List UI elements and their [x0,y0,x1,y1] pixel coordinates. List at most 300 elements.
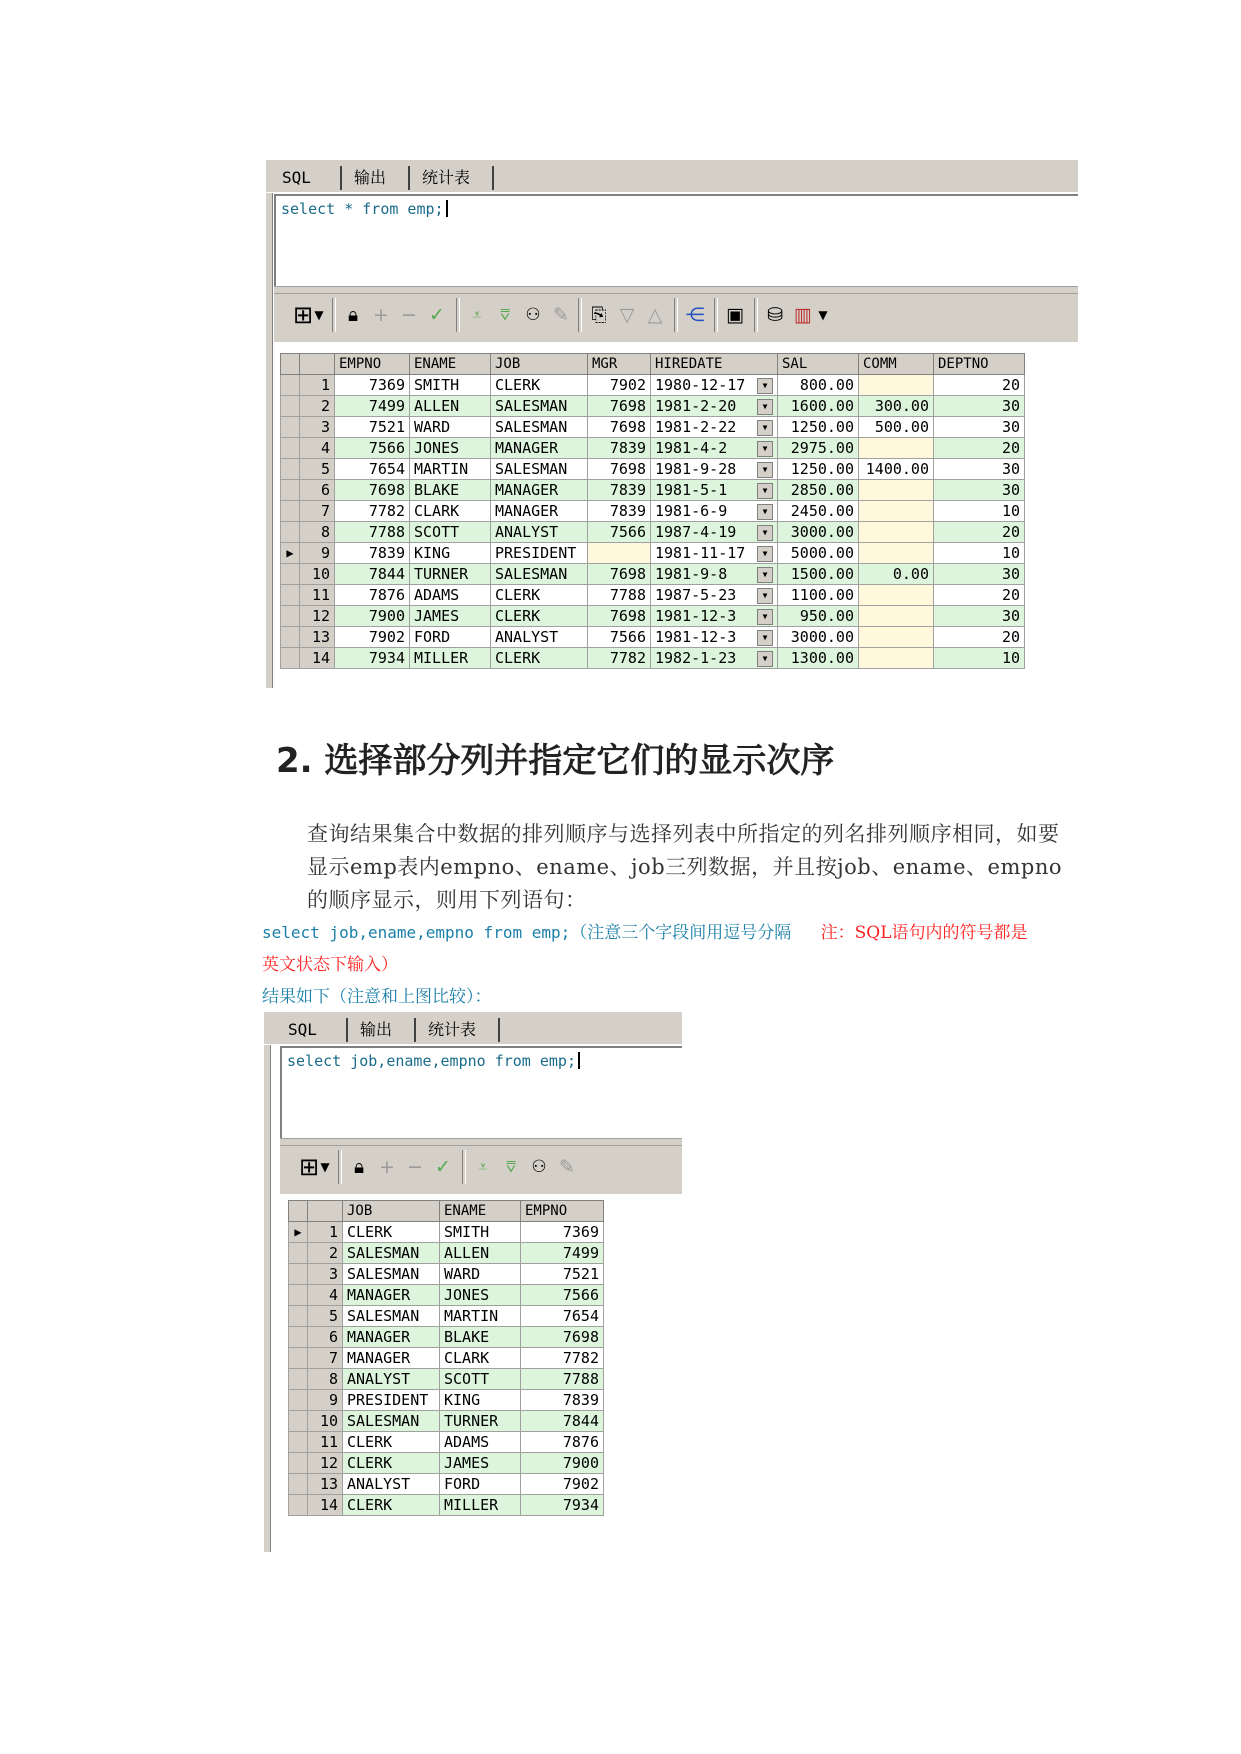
table-cell[interactable] [521,1306,604,1327]
dropdown-arrow-icon[interactable]: ▼ [757,588,773,604]
table-cell[interactable] [651,396,778,417]
table-cell[interactable] [440,1474,521,1495]
column-header[interactable]: ENAME [440,1201,521,1222]
table-cell[interactable] [491,585,588,606]
table-cell[interactable] [410,543,491,564]
row-number[interactable] [308,1264,343,1285]
table-cell[interactable] [335,585,410,606]
table-cell[interactable] [588,564,651,585]
table-cell[interactable] [335,375,410,396]
table-cell[interactable] [588,501,651,522]
column-header[interactable]: MGR [588,354,651,375]
column-header[interactable]: ENAME [410,354,491,375]
row-indicator[interactable] [289,1390,308,1411]
table-cell[interactable] [335,606,410,627]
row-indicator[interactable] [289,1264,308,1285]
table-cell[interactable] [343,1243,440,1264]
check-icon[interactable]: ✓ [429,304,445,326]
row-number[interactable] [300,501,335,522]
table-cell[interactable] [859,648,934,669]
tab-output[interactable]: 输出 [346,166,410,190]
table-cell[interactable] [343,1222,440,1243]
row-indicator[interactable] [281,480,300,501]
table-row[interactable] [281,564,1025,585]
table-cell[interactable] [410,396,491,417]
column-header[interactable]: HIREDATE [651,354,778,375]
splitter[interactable] [280,1138,682,1146]
table-row[interactable] [289,1453,604,1474]
row-number[interactable] [308,1453,343,1474]
row-indicator[interactable]: ▶ [281,543,300,564]
table-cell[interactable] [521,1327,604,1348]
row-number[interactable] [300,480,335,501]
tab-sql[interactable]: SQL [280,1018,348,1042]
row-number[interactable] [300,459,335,480]
tab-statistics[interactable]: 统计表 [414,166,494,190]
dropdown-arrow-icon[interactable]: ▼ [757,504,773,520]
table-cell[interactable] [588,606,651,627]
table-cell[interactable] [343,1285,440,1306]
table-cell[interactable] [521,1222,604,1243]
column-header[interactable]: DEPTNO [934,354,1025,375]
table-cell[interactable] [651,543,778,564]
splitter[interactable] [274,286,1078,294]
table-cell[interactable] [440,1390,521,1411]
row-number[interactable] [300,396,335,417]
table-cell[interactable] [934,606,1025,627]
row-number[interactable] [308,1222,343,1243]
table-cell[interactable] [859,522,934,543]
column-header[interactable]: COMM [859,354,934,375]
row-indicator[interactable] [289,1369,308,1390]
lock-icon[interactable]: 🔒︎ [353,1156,365,1178]
row-number[interactable] [308,1243,343,1264]
chevron-down-icon[interactable]: ▼ [818,308,828,322]
dropdown-arrow-icon[interactable]: ▼ [757,525,773,541]
filter-down-icon[interactable]: ⩡ [472,305,482,324]
filter-all-icon[interactable]: ⩢ [500,305,510,324]
table-cell[interactable] [410,648,491,669]
table-cell[interactable] [778,606,859,627]
table-cell[interactable] [491,543,588,564]
table-cell[interactable] [934,585,1025,606]
table-cell[interactable] [335,543,410,564]
table-cell[interactable] [588,522,651,543]
table-row[interactable] [289,1222,604,1243]
table-cell[interactable] [343,1264,440,1285]
table-cell[interactable] [778,417,859,438]
row-number[interactable] [300,585,335,606]
table-cell[interactable] [651,501,778,522]
row-number[interactable] [300,375,335,396]
table-row[interactable] [281,648,1025,669]
row-number[interactable] [300,627,335,648]
row-indicator[interactable] [281,564,300,585]
dropdown-arrow-icon[interactable]: ▼ [757,651,773,667]
row-number[interactable] [300,543,335,564]
table-cell[interactable] [491,501,588,522]
table-row[interactable] [281,543,1025,564]
binoculars-icon[interactable]: ⚇ [531,1157,547,1177]
table-cell[interactable] [491,627,588,648]
table-row[interactable] [289,1432,604,1453]
dropdown-arrow-icon[interactable]: ▼ [757,462,773,478]
table-cell[interactable] [588,480,651,501]
table-row[interactable] [281,522,1025,543]
table-cell[interactable] [859,543,934,564]
table-cell[interactable] [859,585,934,606]
table-cell[interactable] [651,438,778,459]
table-cell[interactable] [335,522,410,543]
row-number[interactable] [308,1474,343,1495]
row-number[interactable] [300,564,335,585]
table-cell[interactable] [651,564,778,585]
table-cell[interactable] [440,1432,521,1453]
table-cell[interactable] [778,543,859,564]
chevron-down-icon[interactable]: ▼ [320,1160,330,1174]
table-cell[interactable] [859,375,934,396]
table-cell[interactable] [934,648,1025,669]
table-cell[interactable] [410,417,491,438]
table-cell[interactable] [859,627,934,648]
table-row[interactable] [281,501,1025,522]
table-cell[interactable] [335,417,410,438]
table-cell[interactable] [440,1495,521,1516]
table-cell[interactable] [651,375,778,396]
row-indicator[interactable] [281,438,300,459]
table-cell[interactable] [651,480,778,501]
table-cell[interactable] [410,522,491,543]
row-indicator[interactable] [281,459,300,480]
row-number[interactable] [300,438,335,459]
table-cell[interactable] [934,438,1025,459]
tree-icon[interactable]: ⋲ [685,304,705,326]
table-row[interactable] [289,1390,604,1411]
table-cell[interactable] [778,564,859,585]
row-number[interactable] [300,417,335,438]
row-indicator[interactable]: ▶ [289,1222,308,1243]
table-cell[interactable] [521,1411,604,1432]
table-cell[interactable] [440,1222,521,1243]
table-cell[interactable] [335,396,410,417]
sql-editor[interactable] [274,194,1078,290]
table-cell[interactable] [521,1369,604,1390]
table-cell[interactable] [859,501,934,522]
table-cell[interactable] [859,480,934,501]
table-cell[interactable] [778,648,859,669]
row-indicator[interactable] [281,648,300,669]
table-cell[interactable] [521,1474,604,1495]
table-row[interactable] [281,375,1025,396]
dropdown-arrow-icon[interactable]: ▼ [757,609,773,625]
sort-up-icon[interactable]: △ [647,304,663,326]
row-indicator[interactable] [281,606,300,627]
table-cell[interactable] [778,585,859,606]
table-cell[interactable] [778,627,859,648]
column-header[interactable]: JOB [343,1201,440,1222]
table-cell[interactable] [410,627,491,648]
row-indicator[interactable] [289,1495,308,1516]
table-cell[interactable] [491,480,588,501]
row-indicator[interactable] [281,522,300,543]
table-cell[interactable] [934,417,1025,438]
table-cell[interactable] [410,606,491,627]
dropdown-arrow-icon[interactable]: ▼ [757,483,773,499]
row-number[interactable] [308,1285,343,1306]
table-cell[interactable] [778,396,859,417]
row-indicator[interactable] [289,1348,308,1369]
row-indicator[interactable] [281,417,300,438]
table-cell[interactable] [778,501,859,522]
dropdown-arrow-icon[interactable]: ▼ [757,630,773,646]
table-cell[interactable] [491,522,588,543]
table-cell[interactable] [588,459,651,480]
table-cell[interactable] [440,1453,521,1474]
tab-sql[interactable]: SQL [274,166,342,190]
dropdown-arrow-icon[interactable]: ▼ [757,399,773,415]
row-indicator[interactable] [281,375,300,396]
save-icon[interactable]: ▣ [726,304,744,326]
chart-icon[interactable]: ▥ [794,304,812,326]
row-indicator[interactable] [281,396,300,417]
table-cell[interactable] [521,1285,604,1306]
table-cell[interactable] [521,1243,604,1264]
grid-icon[interactable]: ⊞ [298,1153,320,1181]
table-cell[interactable] [491,648,588,669]
table-cell[interactable] [934,480,1025,501]
table-cell[interactable] [651,459,778,480]
table-cell[interactable] [588,627,651,648]
table-cell[interactable] [778,522,859,543]
plus-icon[interactable]: + [373,304,389,326]
table-cell[interactable] [343,1495,440,1516]
minus-icon[interactable]: − [401,304,417,326]
row-indicator[interactable] [289,1285,308,1306]
minus-icon[interactable]: − [407,1156,423,1178]
table-cell[interactable] [410,501,491,522]
table-cell[interactable] [651,417,778,438]
row-indicator[interactable] [289,1243,308,1264]
table-cell[interactable] [521,1453,604,1474]
table-cell[interactable] [410,585,491,606]
table-row[interactable] [281,396,1025,417]
table-cell[interactable] [588,375,651,396]
eraser-icon[interactable]: ✎ [553,304,569,326]
table-cell[interactable] [588,438,651,459]
table-cell[interactable] [491,396,588,417]
export-icon[interactable]: ⎘ [591,304,607,326]
table-cell[interactable] [934,396,1025,417]
lock-icon[interactable]: 🔒︎ [347,304,359,326]
table-row[interactable] [281,417,1025,438]
table-cell[interactable] [521,1432,604,1453]
table-cell[interactable] [440,1327,521,1348]
column-header[interactable]: EMPNO [335,354,410,375]
sql-editor[interactable] [280,1046,682,1142]
table-cell[interactable] [335,648,410,669]
table-cell[interactable] [778,438,859,459]
table-row[interactable] [289,1327,604,1348]
row-indicator[interactable] [289,1306,308,1327]
row-number[interactable] [300,648,335,669]
table-row[interactable] [281,627,1025,648]
table-cell[interactable] [343,1432,440,1453]
table-cell[interactable] [343,1306,440,1327]
row-number[interactable] [308,1306,343,1327]
table-row[interactable] [281,438,1025,459]
table-cell[interactable] [934,501,1025,522]
table-cell[interactable] [343,1411,440,1432]
tab-output[interactable]: 输出 [352,1018,416,1042]
table-cell[interactable] [651,648,778,669]
table-cell[interactable] [491,438,588,459]
table-cell[interactable] [343,1390,440,1411]
table-cell[interactable] [651,585,778,606]
table-cell[interactable] [588,417,651,438]
table-row[interactable] [289,1264,604,1285]
table-cell[interactable] [440,1285,521,1306]
table-cell[interactable] [440,1306,521,1327]
table-cell[interactable] [343,1327,440,1348]
table-cell[interactable] [778,375,859,396]
table-cell[interactable] [491,417,588,438]
filter-all-icon[interactable]: ⩢ [506,1157,516,1176]
database-icon[interactable]: ⛁ [767,304,783,326]
chevron-down-icon[interactable]: ▼ [314,308,324,322]
table-cell[interactable] [343,1369,440,1390]
table-cell[interactable] [491,564,588,585]
table-cell[interactable] [521,1264,604,1285]
row-number[interactable] [308,1432,343,1453]
table-cell[interactable] [343,1453,440,1474]
table-cell[interactable] [588,543,651,564]
table-row[interactable] [289,1474,604,1495]
table-cell[interactable] [778,480,859,501]
tab-statistics[interactable]: 统计表 [420,1018,500,1042]
table-row[interactable] [289,1495,604,1516]
table-cell[interactable] [778,459,859,480]
table-cell[interactable] [343,1348,440,1369]
row-number[interactable] [308,1369,343,1390]
row-indicator[interactable] [289,1453,308,1474]
row-indicator[interactable] [281,627,300,648]
row-number[interactable] [308,1495,343,1516]
table-cell[interactable] [651,606,778,627]
table-row[interactable] [289,1306,604,1327]
grid-icon[interactable]: ⊞ [292,301,314,329]
table-cell[interactable] [343,1474,440,1495]
table-cell[interactable] [491,606,588,627]
row-indicator[interactable] [289,1474,308,1495]
filter-down-icon[interactable]: ⩡ [478,1157,488,1176]
column-header[interactable]: SAL [778,354,859,375]
row-indicator[interactable] [289,1411,308,1432]
row-number[interactable] [308,1390,343,1411]
table-cell[interactable] [491,459,588,480]
table-cell[interactable] [859,564,934,585]
table-cell[interactable] [410,564,491,585]
dropdown-arrow-icon[interactable]: ▼ [757,441,773,457]
table-cell[interactable] [859,438,934,459]
table-row[interactable] [289,1411,604,1432]
dropdown-arrow-icon[interactable]: ▼ [757,567,773,583]
table-cell[interactable] [521,1390,604,1411]
table-cell[interactable] [521,1348,604,1369]
table-cell[interactable] [934,564,1025,585]
table-cell[interactable] [651,522,778,543]
table-row[interactable] [281,480,1025,501]
row-indicator[interactable] [289,1432,308,1453]
table-cell[interactable] [410,375,491,396]
table-cell[interactable] [410,459,491,480]
table-cell[interactable] [440,1264,521,1285]
dropdown-arrow-icon[interactable]: ▼ [757,420,773,436]
table-row[interactable] [281,606,1025,627]
table-row[interactable] [289,1243,604,1264]
table-cell[interactable] [335,501,410,522]
table-cell[interactable] [859,417,934,438]
table-cell[interactable] [440,1411,521,1432]
table-cell[interactable] [410,480,491,501]
table-cell[interactable] [335,438,410,459]
row-indicator[interactable] [281,501,300,522]
row-indicator[interactable] [281,585,300,606]
table-cell[interactable] [934,459,1025,480]
sort-down-icon[interactable]: ▽ [619,304,635,326]
eraser-icon[interactable]: ✎ [559,1156,575,1178]
row-number[interactable] [300,522,335,543]
table-row[interactable] [289,1369,604,1390]
column-header[interactable]: EMPNO [521,1201,604,1222]
row-number[interactable] [308,1348,343,1369]
table-row[interactable] [289,1348,604,1369]
check-icon[interactable]: ✓ [435,1156,451,1178]
column-header[interactable]: JOB [491,354,588,375]
table-cell[interactable] [859,606,934,627]
table-row[interactable] [281,585,1025,606]
dropdown-arrow-icon[interactable]: ▼ [757,546,773,562]
table-cell[interactable] [588,396,651,417]
table-cell[interactable] [934,627,1025,648]
table-row[interactable] [289,1285,604,1306]
row-number[interactable] [308,1327,343,1348]
table-cell[interactable] [651,627,778,648]
table-cell[interactable] [491,375,588,396]
table-cell[interactable] [588,585,651,606]
row-indicator[interactable] [289,1327,308,1348]
table-cell[interactable] [335,480,410,501]
table-cell[interactable] [859,396,934,417]
table-cell[interactable] [335,627,410,648]
dropdown-arrow-icon[interactable]: ▼ [757,378,773,394]
table-cell[interactable] [588,648,651,669]
table-cell[interactable] [440,1369,521,1390]
table-cell[interactable] [440,1348,521,1369]
binoculars-icon[interactable]: ⚇ [525,305,541,325]
table-cell[interactable] [934,543,1025,564]
table-cell[interactable] [335,564,410,585]
table-cell[interactable] [335,459,410,480]
table-cell[interactable] [440,1243,521,1264]
row-number[interactable] [300,606,335,627]
row-number[interactable] [308,1411,343,1432]
table-cell[interactable] [859,459,934,480]
table-cell[interactable] [410,438,491,459]
plus-icon[interactable]: + [379,1156,395,1178]
table-cell[interactable] [934,375,1025,396]
table-row[interactable] [281,459,1025,480]
table-cell[interactable] [934,522,1025,543]
